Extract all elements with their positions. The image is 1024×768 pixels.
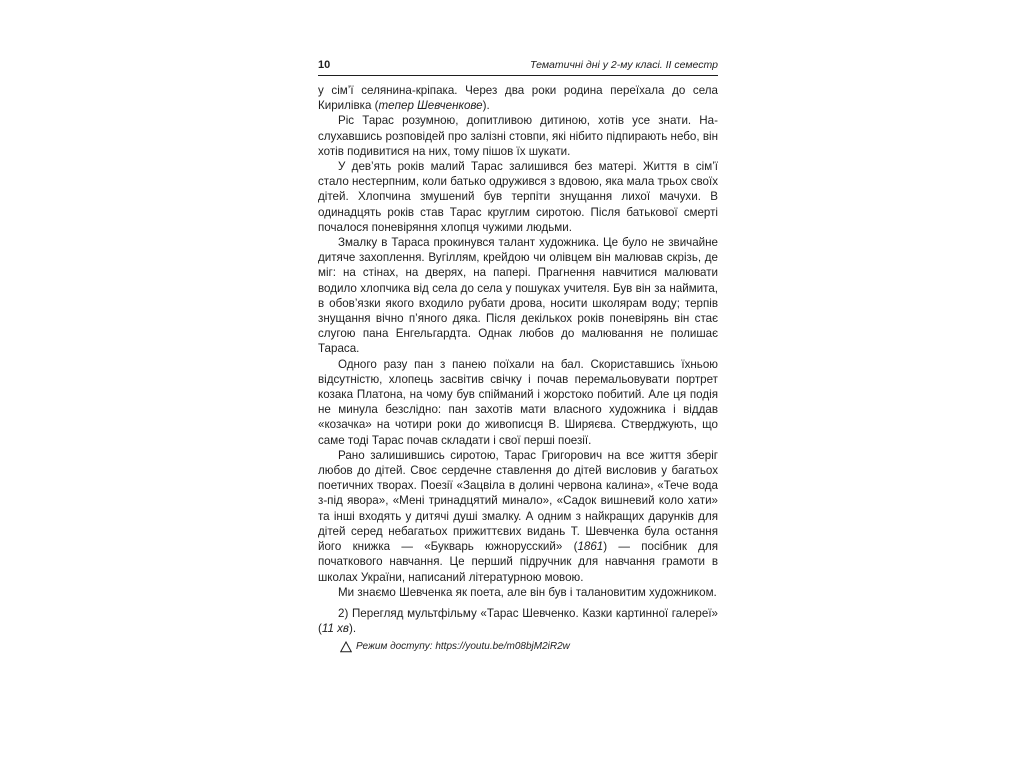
text-run: Ми знаємо Шевченка як поета, але він був і талановитим художником. (338, 585, 717, 599)
body-text (318, 83, 718, 636)
access-note (318, 640, 718, 654)
italic-text: 1861 (577, 540, 604, 554)
running-header (318, 58, 718, 73)
text-run: ) — посібник для початкового навчання. Це перший підручник для навчання грамоти в школах України, написаний літературною мовою. (318, 540, 718, 584)
text-run: Ріс Тарас розумною, допитливою дитиною, хотів усе знати. Наслухавшись розповідей про залізні стовпи, які нібито підпирають небо, він хотів подивитися на них, тому пішов їх шукати. (318, 114, 718, 158)
triangle-icon (340, 641, 352, 653)
text-run: Змалку в Тараса прокинувся талант художника. Це було не звичайне дитяче захоплення. Вугіллям, крейдою чи олівцем він малював скрізь, де міг: на стінах, на дверях, на папері. Прагнення навчитися малювати водило хлопчика від села до села у пошуках учителя. Був він за наймита, в обов’язки якого входило рубати дрова, носити школярам воду; терпів знущання вічно п’яного дяка. Після декількох років поневірянь він стає слугою пана Енгельгардта. Однак любов до малювання не полишає Тараса. (318, 236, 718, 356)
text-run: у сім’ї селянина-кріпака. Через два роки родина переїхала до села Кирилівка ( (318, 84, 718, 113)
text-run: ). (482, 99, 490, 113)
paragraph (318, 159, 718, 235)
paragraph (318, 235, 718, 357)
access-link-text[interactable]: Режим доступу: https://youtu.be/m08bjM2iR2w (356, 641, 570, 653)
italic-text: тепер Шевченкове (378, 99, 483, 113)
document-page (318, 58, 718, 654)
header-divider (318, 75, 718, 76)
text-run: Рано залишившись сиротою, Тарас Григорович на все життя зберіг любов до дітей. Своє сердечне ставлення до дітей висловив у багатьох поетичних творах. Поезії «Зацвіла в долині червона калина», «Тече вода з-під явора», «Мені тринадцятий минало», «Садок вишневий коло хати» та інші входять у дитячі душі змалку. А одним з найкращих дарунків для дітей серед небагатьох прижиттєвих видань Т. Шевченка була остання його книжка — «Букварь южнорусский» ( (318, 448, 718, 554)
paragraph (318, 113, 718, 159)
paragraph (318, 83, 718, 113)
paragraph (318, 585, 718, 600)
running-title: Тематичні дні у 2-му класі. II семестр (530, 59, 718, 71)
text-run: Одного разу пан з панею поїхали на бал. Скориставшись їхньою відсутністю, хлопець засвітив свічку і почав перемальовувати портрет козака Платона, на чому був спійманий і жорстоко побитий. Але ця подія не минула безслідно: пан захотів мати власного художника і віддав «козачка» на чотири роки до живописця В. Ширяєва. Стверджують, що саме тоді Тарас почав складати і свої перші поезії. (318, 357, 718, 447)
paragraph (318, 357, 718, 448)
page-number: 10 (318, 59, 331, 71)
paragraph (318, 606, 718, 636)
text-run: У дев’ять років малий Тарас залишився без матері. Життя в сім’ї стало нестерпним, коли батько одружився з вдовою, яка мала трьох своїх дітей. Хлопчина змушений був терпіти знущання лихої мачухи. В одинадцять років став Тарас круглим сиротою. Після батькової смерті почалося поневіряння хлопця чужими людьми. (318, 160, 718, 234)
italic-text: 11 хв (321, 622, 349, 636)
text-run: ). (348, 622, 357, 636)
paragraph (318, 448, 718, 585)
text-run: 2) Перегляд мультфільму «Тарас Шевченко. Казки картинної галереї» ( (318, 606, 718, 636)
